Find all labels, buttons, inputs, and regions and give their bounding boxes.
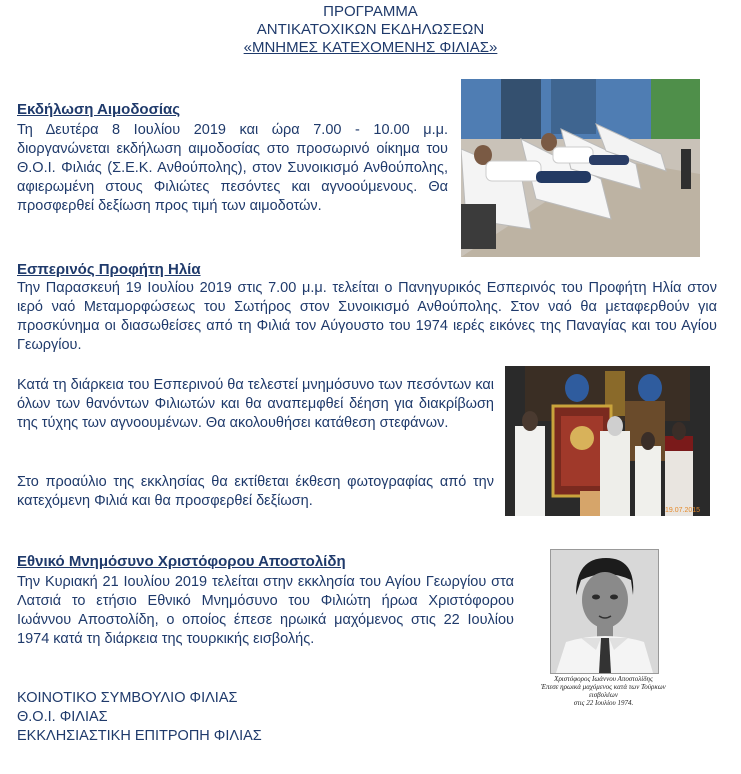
blood-donation-photo-image <box>461 79 700 257</box>
title-line-1: ΠΡΟΓΡΑΜΜΑ <box>323 3 418 20</box>
title-line-2: ΑΝΤΙΚΑΤΟΧΙΚΩΝ ΕΚΔΗΛΩΣΕΩΝ <box>256 21 485 38</box>
church-photo-image <box>505 366 710 516</box>
section-heading-blood-donation: Εκδήλωση Αιμοδοσίας <box>17 101 181 118</box>
footer-line-2: Θ.Ο.Ι. ΦΙΛΙΑΣ <box>17 709 108 725</box>
portrait-image <box>551 550 658 673</box>
portrait-caption-line-1: Χριστόφορος Ιωάννου Αποστολίδης <box>554 675 653 683</box>
section-heading-vespers: Εσπερινός Προφήτη Ηλία <box>17 261 201 278</box>
vespers-paragraph-2: Κατά τη διάρκεια του Εσπερινού θα τελεστεί μνημόσυνο των πεσόντων και όλων των θανόντων Φιλιωτών και θα αναπεμφθεί δέηση για διακρίβωση της τύχης των αγνοουμένων. Θα ακολουθήσει κατάθεση στεφάνων. <box>17 377 495 431</box>
portrait-photo <box>550 549 659 674</box>
church-photo <box>505 366 710 516</box>
footer-line-3: ΕΚΚΛΗΣΙΑΣΤΙΚΗ ΕΠΙΤΡΟΠΗ ΦΙΛΙΑΣ <box>17 728 262 744</box>
memorial-paragraph: Την Κυριακή 21 Ιουλίου 2019 τελείται στην εκκλησία του Αγίου Γεωργίου στα Λατσιά το ετήσιο Εθνικό Μνημόσυνο του Φιλιώτη ήρωα Χριστόφορου Ιωάννου Αποστολίδη, ο οποίος έπεσε ηρωικά μαχόμενος στις 22 Ιουλίου 1974 κατά τη διάρκεια της τουρκικής εισβολής. <box>17 574 514 647</box>
section-heading-memorial: Εθνικό Μνημόσυνο Χριστόφορου Αποστολίδη <box>17 553 346 570</box>
portrait-caption <box>527 675 680 707</box>
blood-donation-paragraph: Τη Δευτέρα 8 Ιουλίου 2019 και ώρα 7.00 - 10.00 μ.μ. διοργανώνεται εκδήλωση αιμοδοσίας στο προσωρινό οίκημα του Θ.Ο.Ι. Φιλιάς (Σ.Ε.Κ. Ανθούπολης), στον Συνοικισμό Ανθούπολης, αφιερωμένη στους Φιλιώτες πεσόντες και αγνοούμενους. Θα προσφερθεί δεξίωση προς τιμή των αιμοδοτών. <box>17 122 448 214</box>
program-title <box>0 3 741 57</box>
vespers-paragraph-1: Την Παρασκευή 19 Ιουλίου 2019 στις 7.00 μ.μ. τελείται ο Πανηγυρικός Εσπερινός του Προφήτη Ηλία στον ιερό ναό Μεταμορφώσεως του Σωτήρος στον Συνοικισμό Ανθούπολης. Στον ναό θα μεταφερθούν για προσκύνημα οι διασωθείσες από τη Φιλιά τον Αύγουστο του 1974 ιερές εικόνες της Παναγίας και του Αγίου Γεωργίου. <box>17 280 717 353</box>
vespers-paragraph-3: Στο προαύλιο της εκκλησίας θα εκτίθεται έκθεση φωτογραφίας από την κατεχόμενη Φιλιά και θα προσφερθεί δεξίωση. <box>17 474 494 509</box>
title-line-3: «ΜΝΗΜΕΣ ΚΑΤΕΧΟΜΕΝΗΣ ΦΙΛΙΑΣ» <box>243 39 498 56</box>
portrait-caption-line-3: στις 22 Ιουλίου 1974. <box>573 699 634 707</box>
blood-donation-photo <box>461 79 700 257</box>
portrait-caption-line-2: Έπεσε ηρωικά μαχόμενος κατά των Τούρκων εισβολέων <box>541 683 666 699</box>
footer-line-1: ΚΟΙΝΟΤΙΚΟ ΣΥΜΒΟΥΛΙΟ ΦΙΛΙΑΣ <box>17 690 238 706</box>
photo-date-stamp: 19.07.2015 <box>665 507 701 514</box>
